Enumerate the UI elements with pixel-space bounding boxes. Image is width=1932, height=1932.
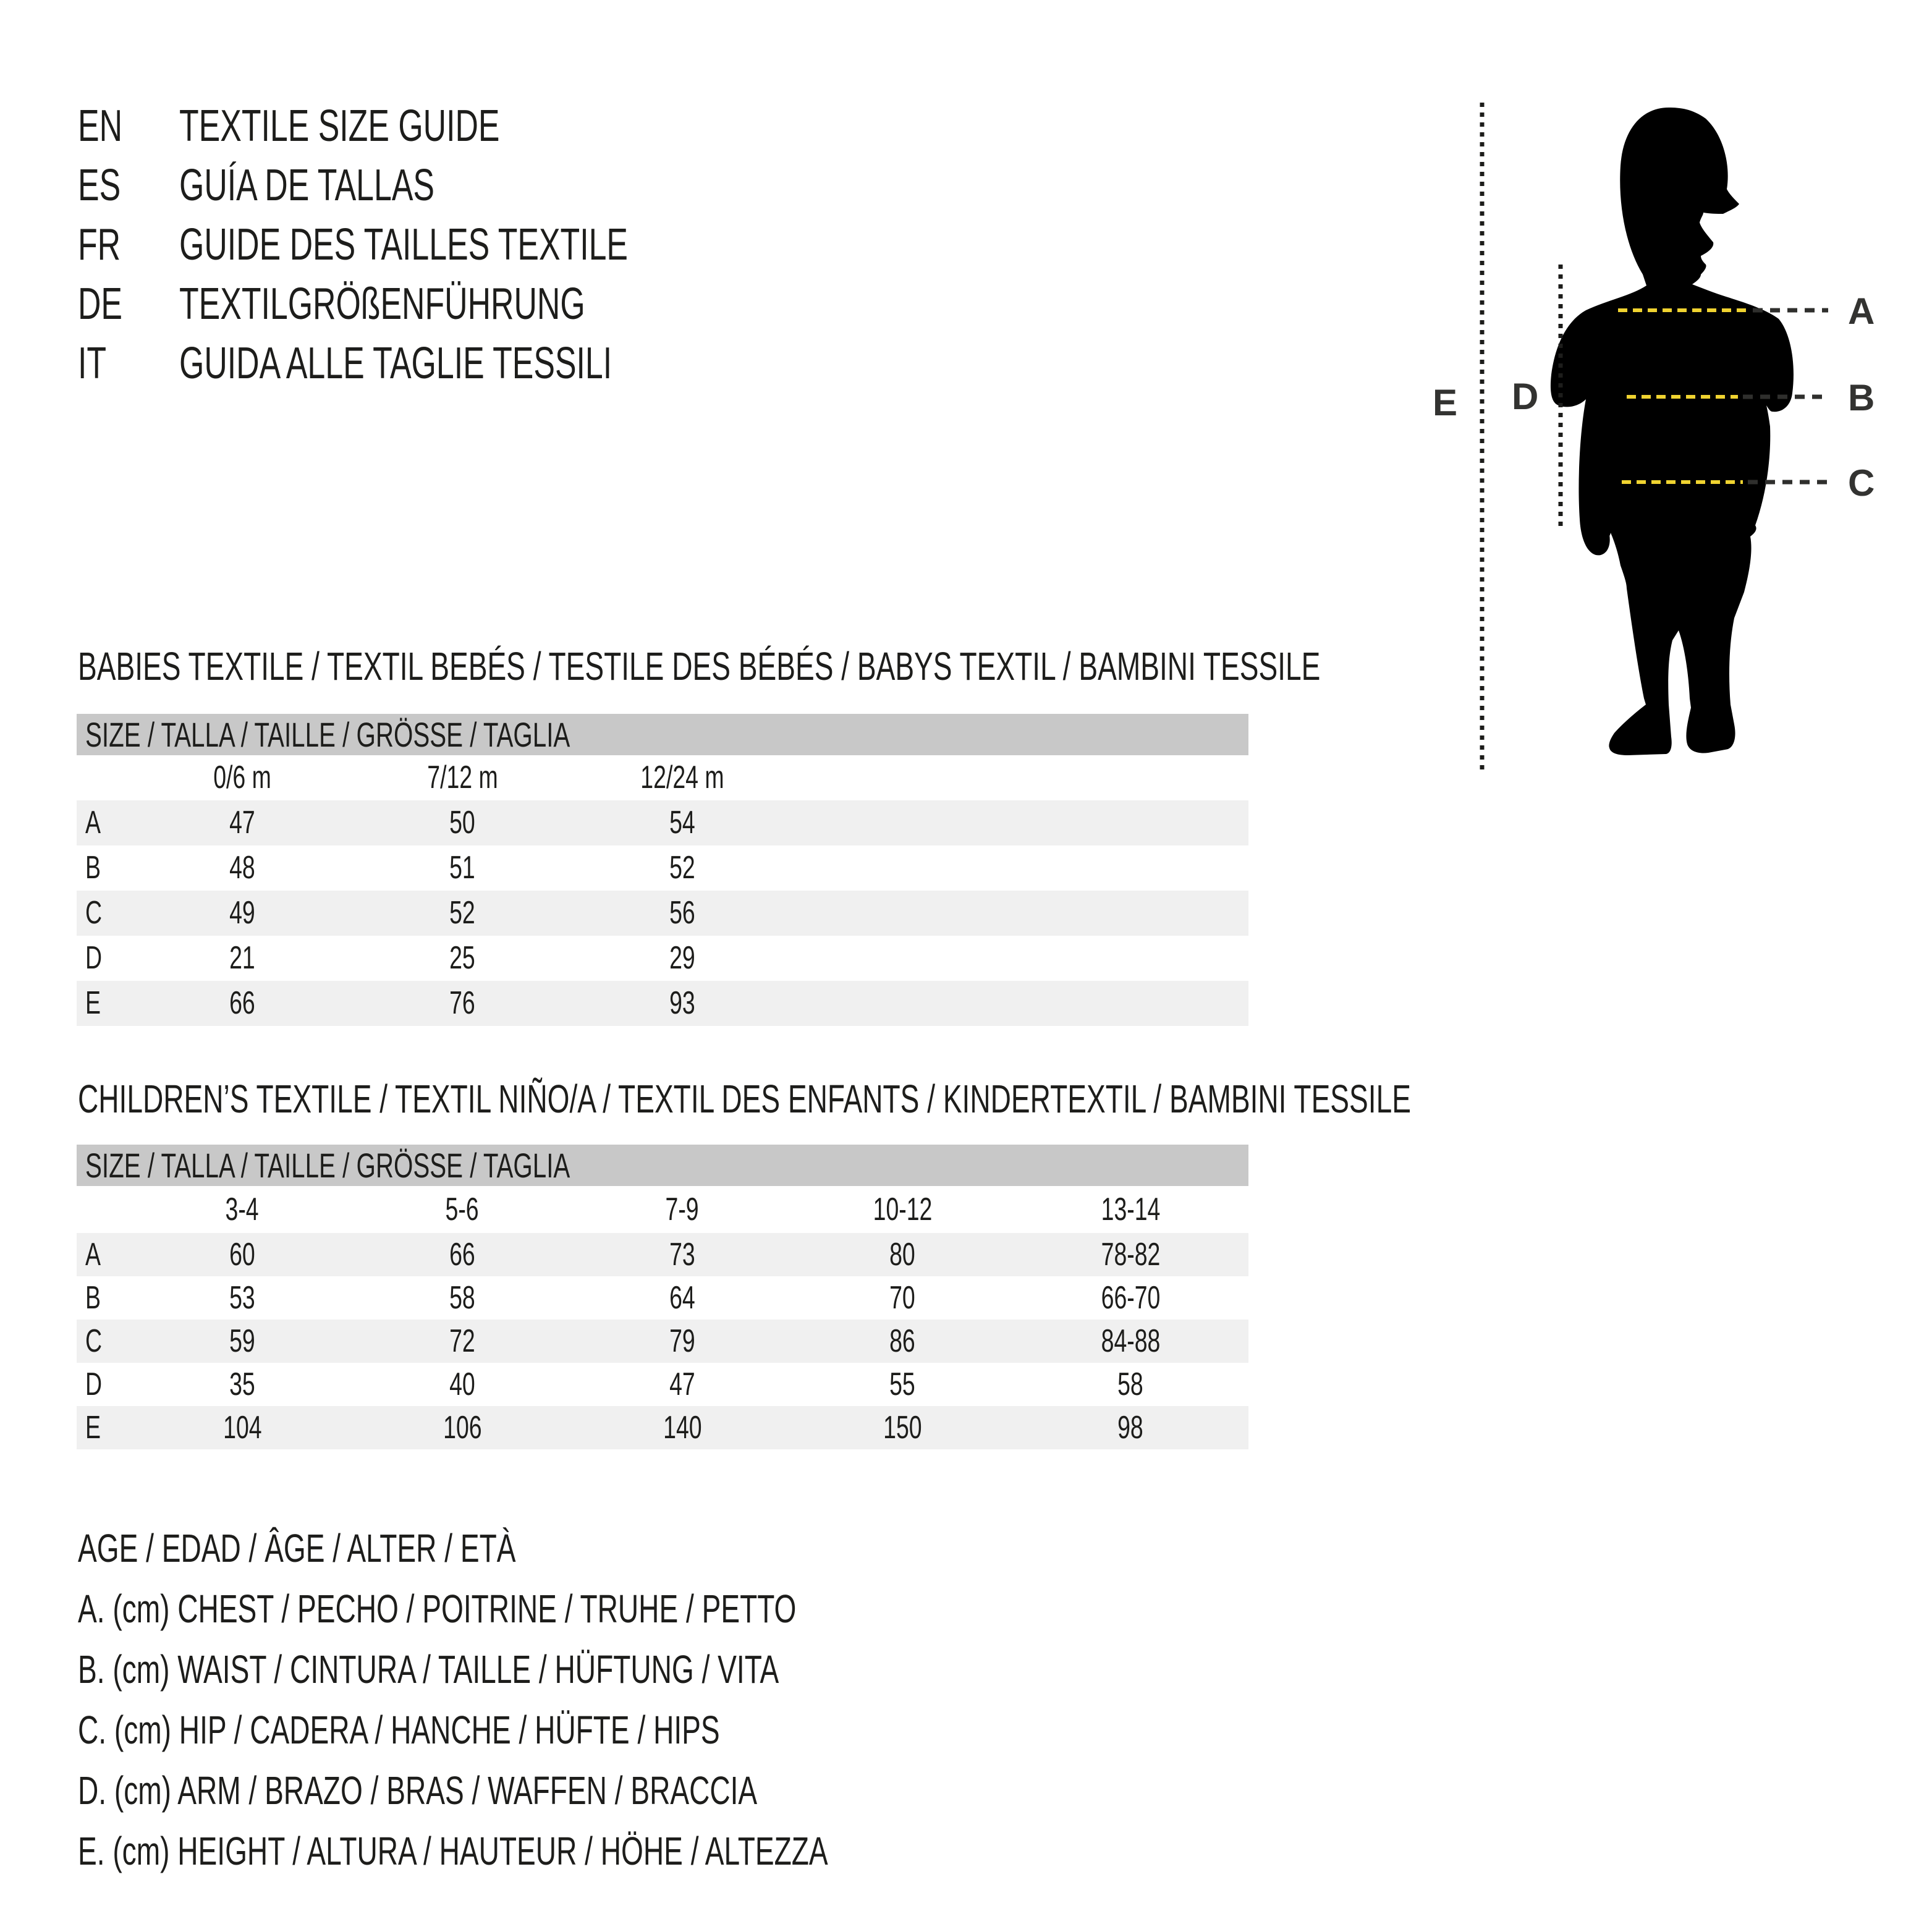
cell-value: 79 [669,1323,695,1359]
label-b: B [1848,377,1875,418]
table-row [77,1320,1248,1363]
cell-value: 56 [669,895,695,931]
table-row [77,1276,1248,1320]
cell-value: 52 [669,850,695,886]
language-code: FR [78,220,121,269]
children-section-title: CHILDREN’S TEXTILE / TEXTIL NIÑO/A / TEXTIL DES ENFANTS / KINDERTEXTIL / BAMBINI TESSILE [78,1077,1411,1121]
label-e: E [1433,382,1458,423]
table-row [77,936,1248,981]
language-code: EN [78,101,123,151]
cell-value: 72 [449,1323,475,1359]
cell-value: 64 [669,1280,695,1316]
language-code: ES [78,161,121,210]
row-label: A [85,1237,101,1273]
language-code: DE [78,279,123,329]
cell-value: 66 [449,1237,475,1273]
children-column-headers [77,1186,1248,1233]
col-header: 13-14 [1101,1192,1160,1227]
cell-value: 58 [1117,1366,1143,1402]
col-header: 7-9 [665,1192,700,1227]
cell-value: 86 [889,1323,915,1359]
babies-section-title: BABIES TEXTILE / TEXTIL BEBÉS / TESTILE DES BÉBÉS / BABYS TEXTIL / BAMBINI TESSILE [78,644,1321,688]
table-row [77,845,1248,891]
cell-value: 78-82 [1101,1237,1160,1273]
cell-value: 60 [229,1237,255,1273]
row-label: B [85,850,101,886]
label-d: D [1512,376,1539,417]
cell-value: 51 [449,850,475,886]
language-code: IT [78,339,107,388]
legend-line-chest: A. (cm) CHEST / PECHO / POITRINE / TRUHE / PETTO [78,1587,797,1631]
legend-line-arm: D. (cm) ARM / BRAZO / BRAS / WAFFEN / BRACCIA [78,1768,758,1813]
table-row [77,981,1248,1026]
guide-title-es: GUÍA DE TALLAS [179,161,434,210]
col-header: 3-4 [225,1192,260,1227]
cell-value: 66-70 [1101,1280,1160,1316]
cell-value: 106 [443,1410,482,1446]
cell-value: 73 [669,1237,695,1273]
cell-value: 140 [663,1410,702,1446]
row-label: B [85,1280,101,1316]
row-label: C [85,895,103,931]
row-label: D [85,1366,103,1402]
cell-value: 21 [229,940,255,976]
cell-value: 104 [222,1410,262,1446]
col-header: 5-6 [445,1192,480,1227]
table-row [77,1233,1248,1276]
table-row [77,891,1248,936]
row-label: E [85,1410,101,1446]
cell-value: 59 [229,1323,255,1359]
cell-value: 66 [229,985,255,1021]
cell-value: 53 [229,1280,255,1316]
cell-value: 25 [449,940,475,976]
col-header: 10-12 [873,1192,932,1227]
label-c: C [1848,462,1875,504]
row-label: D [85,940,103,976]
babies-size-table [77,714,1248,1026]
label-a: A [1848,290,1875,332]
guide-title-fr: GUIDE DES TAILLES TEXTILE [179,220,629,269]
guide-title-it: GUIDA ALLE TAGLIE TESSILI [179,339,612,388]
row-label: E [85,985,101,1021]
cell-value: 54 [669,805,695,841]
cell-value: 50 [449,805,475,841]
col-header: 7/12 m [426,760,498,795]
row-label: A [85,805,101,841]
cell-value: 47 [669,1366,695,1402]
cell-value: 40 [449,1366,475,1402]
cell-value: 48 [229,850,255,886]
table-row [77,800,1248,845]
language-row-fr [78,215,802,274]
cell-value: 52 [449,895,475,931]
cell-value: 84-88 [1101,1323,1160,1359]
language-row-es [78,156,802,215]
legend-line-age: AGE / EDAD / ÂGE / ALTER / ETÀ [78,1526,516,1570]
cell-value: 80 [889,1237,915,1273]
measurement-legend [78,1518,1120,1881]
cell-value: 76 [449,985,475,1021]
language-row-en [78,96,802,156]
legend-line-hip: C. (cm) HIP / CADERA / HANCHE / HÜFTE / HIPS [78,1708,720,1752]
cell-value: 70 [889,1280,915,1316]
cell-value: 150 [883,1410,922,1446]
cell-value: 49 [229,895,255,931]
cell-value: 58 [449,1280,475,1316]
language-row-it [78,334,802,393]
cell-value: 98 [1117,1410,1143,1446]
cell-value: 55 [889,1366,915,1402]
children-table-header: SIZE / TALLA / TAILLE / GRÖSSE / TAGLIA [77,1145,1248,1186]
row-label: C [85,1323,103,1359]
babies-table-header: SIZE / TALLA / TAILLE / GRÖSSE / TAGLIA [77,714,1248,755]
cell-value: 93 [669,985,695,1021]
guide-title-en: TEXTILE SIZE GUIDE [179,101,500,151]
measurement-figure [1409,74,1932,803]
guide-title-de: TEXTILGRÖßENFÜHRUNG [179,279,585,329]
table-row [77,1363,1248,1406]
legend-line-waist: B. (cm) WAIST / CINTURA / TAILLE / HÜFTUNG / VITA [78,1647,779,1692]
babies-column-headers [77,755,1248,800]
cell-value: 35 [229,1366,255,1402]
col-header: 12/24 m [640,760,724,795]
language-title-list [78,96,802,393]
children-size-table [77,1145,1248,1449]
language-row-de [78,274,802,334]
table-row [77,1406,1248,1449]
cell-value: 29 [669,940,695,976]
legend-line-height: E. (cm) HEIGHT / ALTURA / HAUTEUR / HÖHE / ALTEZZA [78,1829,828,1873]
cell-value: 47 [229,805,255,841]
col-header: 0/6 m [213,760,271,795]
